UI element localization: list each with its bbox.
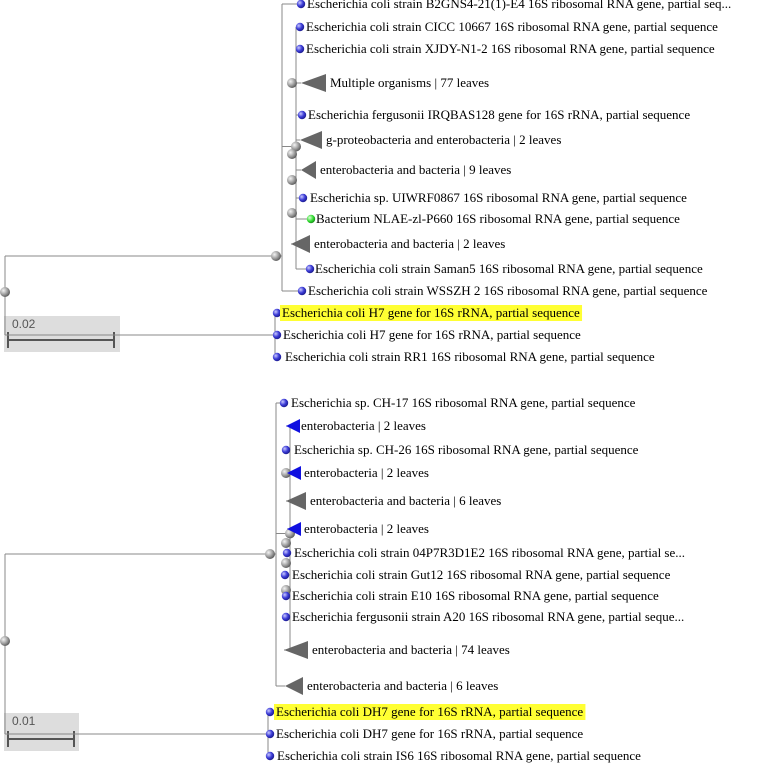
internal-node-dot (271, 251, 281, 261)
collapsed-clade-triangle[interactable] (301, 74, 326, 92)
leaf-node[interactable] (297, 0, 305, 8)
scale-bar-label: 0.02 (12, 317, 36, 331)
leaf-node[interactable] (298, 111, 306, 119)
leaf-node[interactable] (266, 730, 274, 738)
leaf-node[interactable] (281, 571, 289, 579)
leaf-node[interactable] (298, 287, 306, 295)
leaf-node-dot (307, 215, 315, 223)
leaf-node[interactable] (273, 353, 281, 361)
leaf-label[interactable]: Escherichia fergusonii strain A20 16S ribosomal RNA gene, partial seque... (292, 609, 685, 624)
leaf-node-dot (266, 752, 274, 760)
leaf-node-dot (266, 708, 274, 716)
leaf-node[interactable] (307, 215, 315, 223)
leaf-node-dot (273, 309, 281, 317)
internal-node-dot (287, 208, 297, 218)
leaf-node-dot (298, 111, 306, 119)
leaf-node[interactable] (282, 613, 290, 621)
leaf-node-dot (283, 549, 291, 557)
leaf-label[interactable]: enterobacteria and bacteria | 6 leaves (307, 678, 499, 693)
leaf-label[interactable]: Escherichia fergusonii IRQBAS128 gene for 16S rRNA, partial sequence (308, 107, 691, 122)
leaf-label[interactable]: enterobacteria | 2 leaves (304, 521, 429, 536)
leaf-node[interactable] (296, 45, 304, 53)
leaf-label[interactable]: Escherichia coli strain 04P7R3D1E2 16S ribosomal RNA gene, partial se... (294, 545, 686, 560)
lower-tree (0, 395, 685, 763)
upper-tree (0, 0, 731, 364)
leaf-label[interactable]: Escherichia coli strain IS6 16S ribosomal RNA gene, partial sequence (277, 748, 641, 763)
leaf-label[interactable]: Escherichia coli strain Saman5 16S ribosomal RNA gene, partial sequence (315, 261, 703, 276)
internal-node-dot (287, 175, 297, 185)
leaf-label[interactable]: Escherichia coli DH7 gene for 16S rRNA, partial sequence (276, 704, 584, 719)
leaf-node-dot (266, 730, 274, 738)
internal-node-dot (287, 149, 297, 159)
leaf-node-dot (281, 571, 289, 579)
internal-node[interactable] (271, 251, 281, 261)
internal-node[interactable] (281, 538, 291, 548)
collapsed-clade-triangle[interactable] (286, 419, 300, 433)
collapsed-clade-triangle[interactable] (284, 641, 308, 659)
leaf-node-dot (296, 45, 304, 53)
leaf-node[interactable] (266, 752, 274, 760)
leaf-label[interactable]: Escherichia sp. CH-26 16S ribosomal RNA gene, partial sequence (294, 442, 639, 457)
leaf-node[interactable] (280, 399, 288, 407)
internal-node[interactable] (287, 149, 297, 159)
internal-node[interactable] (287, 175, 297, 185)
leaf-node-dot (306, 265, 314, 273)
internal-node[interactable] (0, 636, 10, 646)
leaf-label[interactable]: Escherichia sp. CH-17 16S ribosomal RNA gene, partial sequence (291, 395, 636, 410)
leaf-node-dot (299, 194, 307, 202)
leaf-node[interactable] (296, 23, 304, 31)
leaf-label[interactable]: Escherichia coli strain WSSZH 2 16S ribosomal RNA gene, partial sequence (308, 283, 708, 298)
internal-node[interactable] (287, 208, 297, 218)
internal-node-dot (287, 78, 297, 88)
leaf-node-dot (273, 331, 281, 339)
leaf-node[interactable] (273, 309, 281, 317)
collapsed-clade-triangle[interactable] (286, 492, 306, 510)
leaf-label[interactable]: Escherichia coli strain Gut12 16S ribosomal RNA gene, partial sequence (292, 567, 671, 582)
internal-node[interactable] (265, 549, 275, 559)
leaf-label[interactable]: enterobacteria and bacteria | 74 leaves (312, 642, 510, 657)
collapsed-clade-triangle[interactable] (291, 235, 310, 253)
internal-node[interactable] (281, 558, 291, 568)
leaf-label[interactable]: enterobacteria | 2 leaves (304, 465, 429, 480)
leaf-node-dot (296, 23, 304, 31)
internal-node-dot (265, 549, 275, 559)
leaf-label[interactable]: Multiple organisms | 77 leaves (330, 75, 490, 90)
collapsed-clade-triangle[interactable] (287, 466, 301, 480)
internal-node[interactable] (0, 287, 10, 297)
leaf-label[interactable]: Escherichia sp. UIWRF0867 16S ribosomal RNA gene, partial sequence (310, 190, 687, 205)
collapsed-clade-triangle[interactable] (285, 677, 303, 695)
leaf-node[interactable] (266, 708, 274, 716)
leaf-node[interactable] (299, 194, 307, 202)
leaf-label[interactable]: enterobacteria and bacteria | 9 leaves (320, 162, 512, 177)
leaf-label[interactable]: Escherichia coli strain E10 16S ribosomal RNA gene, partial sequence (292, 588, 659, 603)
leaf-node-dot (280, 399, 288, 407)
leaf-label[interactable]: Escherichia coli strain RR1 16S ribosomal RNA gene, partial sequence (285, 349, 655, 364)
leaf-node-dot (273, 353, 281, 361)
leaf-node[interactable] (306, 265, 314, 273)
leaf-label[interactable]: Escherichia coli H7 gene for 16S rRNA, partial sequence (283, 327, 581, 342)
leaf-node-dot (298, 287, 306, 295)
leaf-label[interactable]: Escherichia coli strain CICC 10667 16S ribosomal RNA gene, partial sequence (306, 19, 718, 34)
internal-node-dot (0, 287, 10, 297)
collapsed-clade-triangle[interactable] (301, 161, 316, 179)
leaf-label[interactable]: enterobacteria and bacteria | 6 leaves (310, 493, 502, 508)
leaf-node[interactable] (282, 592, 290, 600)
leaf-label[interactable]: Escherichia coli DH7 gene for 16S rRNA, partial sequence (276, 726, 584, 741)
internal-node-dot (281, 558, 291, 568)
leaf-node-dot (282, 613, 290, 621)
leaf-node-dot (282, 592, 290, 600)
internal-node[interactable] (287, 78, 297, 88)
leaf-label[interactable]: enterobacteria | 2 leaves (301, 418, 426, 433)
leaf-label[interactable]: Escherichia coli strain B2GNS4-21(1)-E4 16S ribosomal RNA gene, partial seq... (307, 0, 732, 11)
leaf-node[interactable] (273, 331, 281, 339)
internal-node-dot (0, 636, 10, 646)
leaf-node[interactable] (283, 549, 291, 557)
collapsed-clade-triangle[interactable] (300, 131, 322, 149)
leaf-node-dot (282, 446, 290, 454)
leaf-label[interactable]: Escherichia coli strain XJDY-N1-2 16S ribosomal RNA gene, partial sequence (306, 41, 715, 56)
leaf-label[interactable]: enterobacteria and bacteria | 2 leaves (314, 236, 506, 251)
leaf-label[interactable]: Escherichia coli H7 gene for 16S rRNA, partial sequence (282, 305, 580, 320)
leaf-label[interactable]: g-proteobacteria and enterobacteria | 2 leaves (326, 132, 562, 147)
internal-node-dot (281, 538, 291, 548)
leaf-label[interactable]: Bacterium NLAE-zl-P660 16S ribosomal RNA gene, partial sequence (316, 211, 680, 226)
scale-bar-label: 0.01 (12, 714, 36, 728)
leaf-node-dot (297, 0, 305, 8)
leaf-node[interactable] (282, 446, 290, 454)
